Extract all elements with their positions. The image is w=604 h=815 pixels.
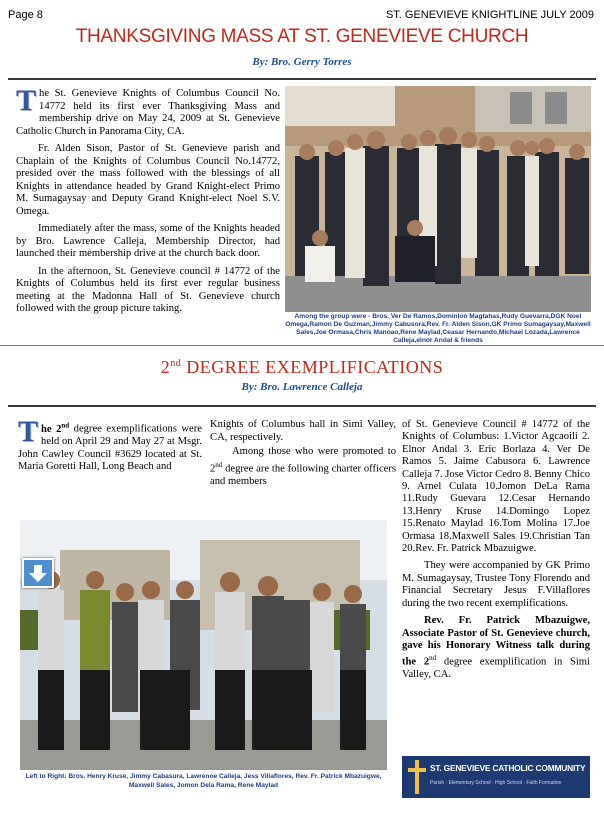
article1-para1: he St. Genevieve Knights of Columbus Council No. 14772 held its first ever Thanksgiving Mass and membership drive on May 24, 2009 at St. Genevieve Catholic Church in Panorama City, CA. (16, 88, 280, 137)
photo-caption-thanksgiving: Among the group were - Bros. Ver De Ramos,Dominloo Magtahas,Rudy Guevarra,DGK Noel Omega,Ramon De Guzman,Jimmy Cabusora,Rev. Fr. Alden Sison,GK Primo Sumagaysay,Maxwell Sales,Joe Ormasa,Chris Manoao,Rene Maylad,Ceasar Hernando,Michael Lozada,Lawrence Calleja,elnor Andal & friends (285, 313, 591, 344)
download-arrow-glyph (24, 560, 52, 586)
article2-col1 (18, 415, 202, 479)
page-number: Page 8 (8, 9, 43, 21)
col2-para1: Knights of Columbus hall in Simi Valley, CA, respectively. (210, 419, 396, 443)
col2-para2 (210, 446, 396, 488)
group-photo-degree-image (20, 520, 387, 770)
col1-text-b: degree exemplifications were held on April 29 and May 27 at Msgr. John Cawley Council #3629 located at St. Maria Goretti Hall, Long Beach and (18, 423, 202, 473)
section-divider (8, 78, 596, 80)
publication-header: ST. GENEVIEVE KNIGHTLINE JULY 2009 (385, 9, 594, 21)
group-photo-degree (20, 520, 387, 770)
col3-sup: nd (429, 654, 437, 663)
drop-cap-2: T (18, 415, 39, 448)
col1-sup: nd (61, 421, 70, 429)
article-title-degree (0, 357, 604, 378)
title-number: 2 (160, 357, 171, 377)
drop-cap: T (16, 84, 37, 117)
col2-text-b2: degree are the following charter officers and members (210, 463, 396, 487)
logo-name: ST. GENEVIEVE CATHOLIC COMMUNITY (430, 763, 586, 773)
logo-tagline: Parish · Elementary School · High School · Faith Formation (430, 780, 562, 786)
download-arrow-icon[interactable] (22, 558, 54, 588)
col1-text-a: he 2 (41, 423, 62, 435)
col3-para2: They were accompanied by GK Primo M. Sumagaysay, Trustee Tony Florendo and Financial Secretary Jesus F.Villaflores during the two recent exemplifications. (402, 560, 590, 609)
col3-text-c2: degree exemplification in Simi Valley, CA. (402, 656, 590, 681)
section-divider-2 (8, 405, 596, 407)
col2-sup: nd (215, 460, 223, 469)
group-photo-thanksgiving-image (285, 86, 591, 312)
group-photo-thanksgiving (285, 86, 591, 312)
article-byline-calleja: By: Bro. Lawrence Calleja (241, 381, 363, 393)
page-divider (0, 345, 604, 346)
col3-para1: of St. Genevieve Council # 14772 of the Knights of Columbus: 1.Victor Agcaoili 2. Elnor Andal 3. Eric Borlaza 4. Ver De Ramos 5. Jaime Cabusora 6. Lawrence Calleja 7. Jose Victor Cedro 8. Benny Chico 9. Arnel Culata 10.Jomon DeLa Rama 11.Rudy Guevara 12.Cesar Hernando 13.Henry Kruse 14.Domingo Lopez 15.Renato Maylad 16.Tom Molina 17.Joe Ormasa 18.Maxwell Sales 19.Christian Tan 20.Rev. Fr. Patrick Mbazuigwe. (402, 419, 590, 555)
photo-caption-degree: Left to Right: Bros. Henry Kruse, Jimmy Cabasura, Lawrenoe Calleja, Jess Villaflores, Rev. Fr. Patrick Mbazuigwe, Maxwell Sales, Jomon Dela Rama, Rene Maylad (25, 773, 382, 789)
col2-text-b1: Among those who were promoted to 2 (210, 446, 396, 475)
article1-para4: In the afternoon, St. Genevieve council # 14772 of the Knights of Columbus held its first ever regular business meeting at the Madonna Hall of St. Genevieve church followed with the group picture taking. (16, 265, 280, 314)
article1-para2: Fr. Alden Sison, Pastor of St. Genevieve parish and Chaplain of the Knights of Columbus Council No.14772, presided over the mass followed with the blessings of all Knights in attendance headed by Grand Knight-elect Primo M. Sumagaysay and Deputy Grand Knight-elect Noel S.V. Omega. (16, 143, 280, 217)
article2-col2 (210, 419, 396, 493)
col3-text-c1: Rev. Fr. Patrick Mbazuigwe, Associate Pastor of St. Genevieve church, gave his Honorary Witness talk during the 2 (402, 615, 590, 668)
article2-col3 (402, 419, 590, 687)
article1-para3: Immediately after the mass, some of the Knights headed by Bro. Lawrence Calleja, Membership Director, had launched their membership drive at the church back door. (16, 223, 280, 259)
col3-para3 (402, 615, 590, 682)
title-text: DEGREE EXEMPLIFICATIONS (181, 357, 444, 377)
article-title-thanksgiving: THANKSGIVING MASS AT ST. GENEVIEVE CHURCH (75, 26, 529, 47)
title-superscript: nd (170, 358, 182, 369)
article-byline-torres: By: Bro. Gerry Torres (252, 56, 352, 68)
cross-emblem-icon (406, 760, 428, 794)
article1-body (16, 84, 280, 321)
st-genevieve-logo (402, 756, 590, 798)
